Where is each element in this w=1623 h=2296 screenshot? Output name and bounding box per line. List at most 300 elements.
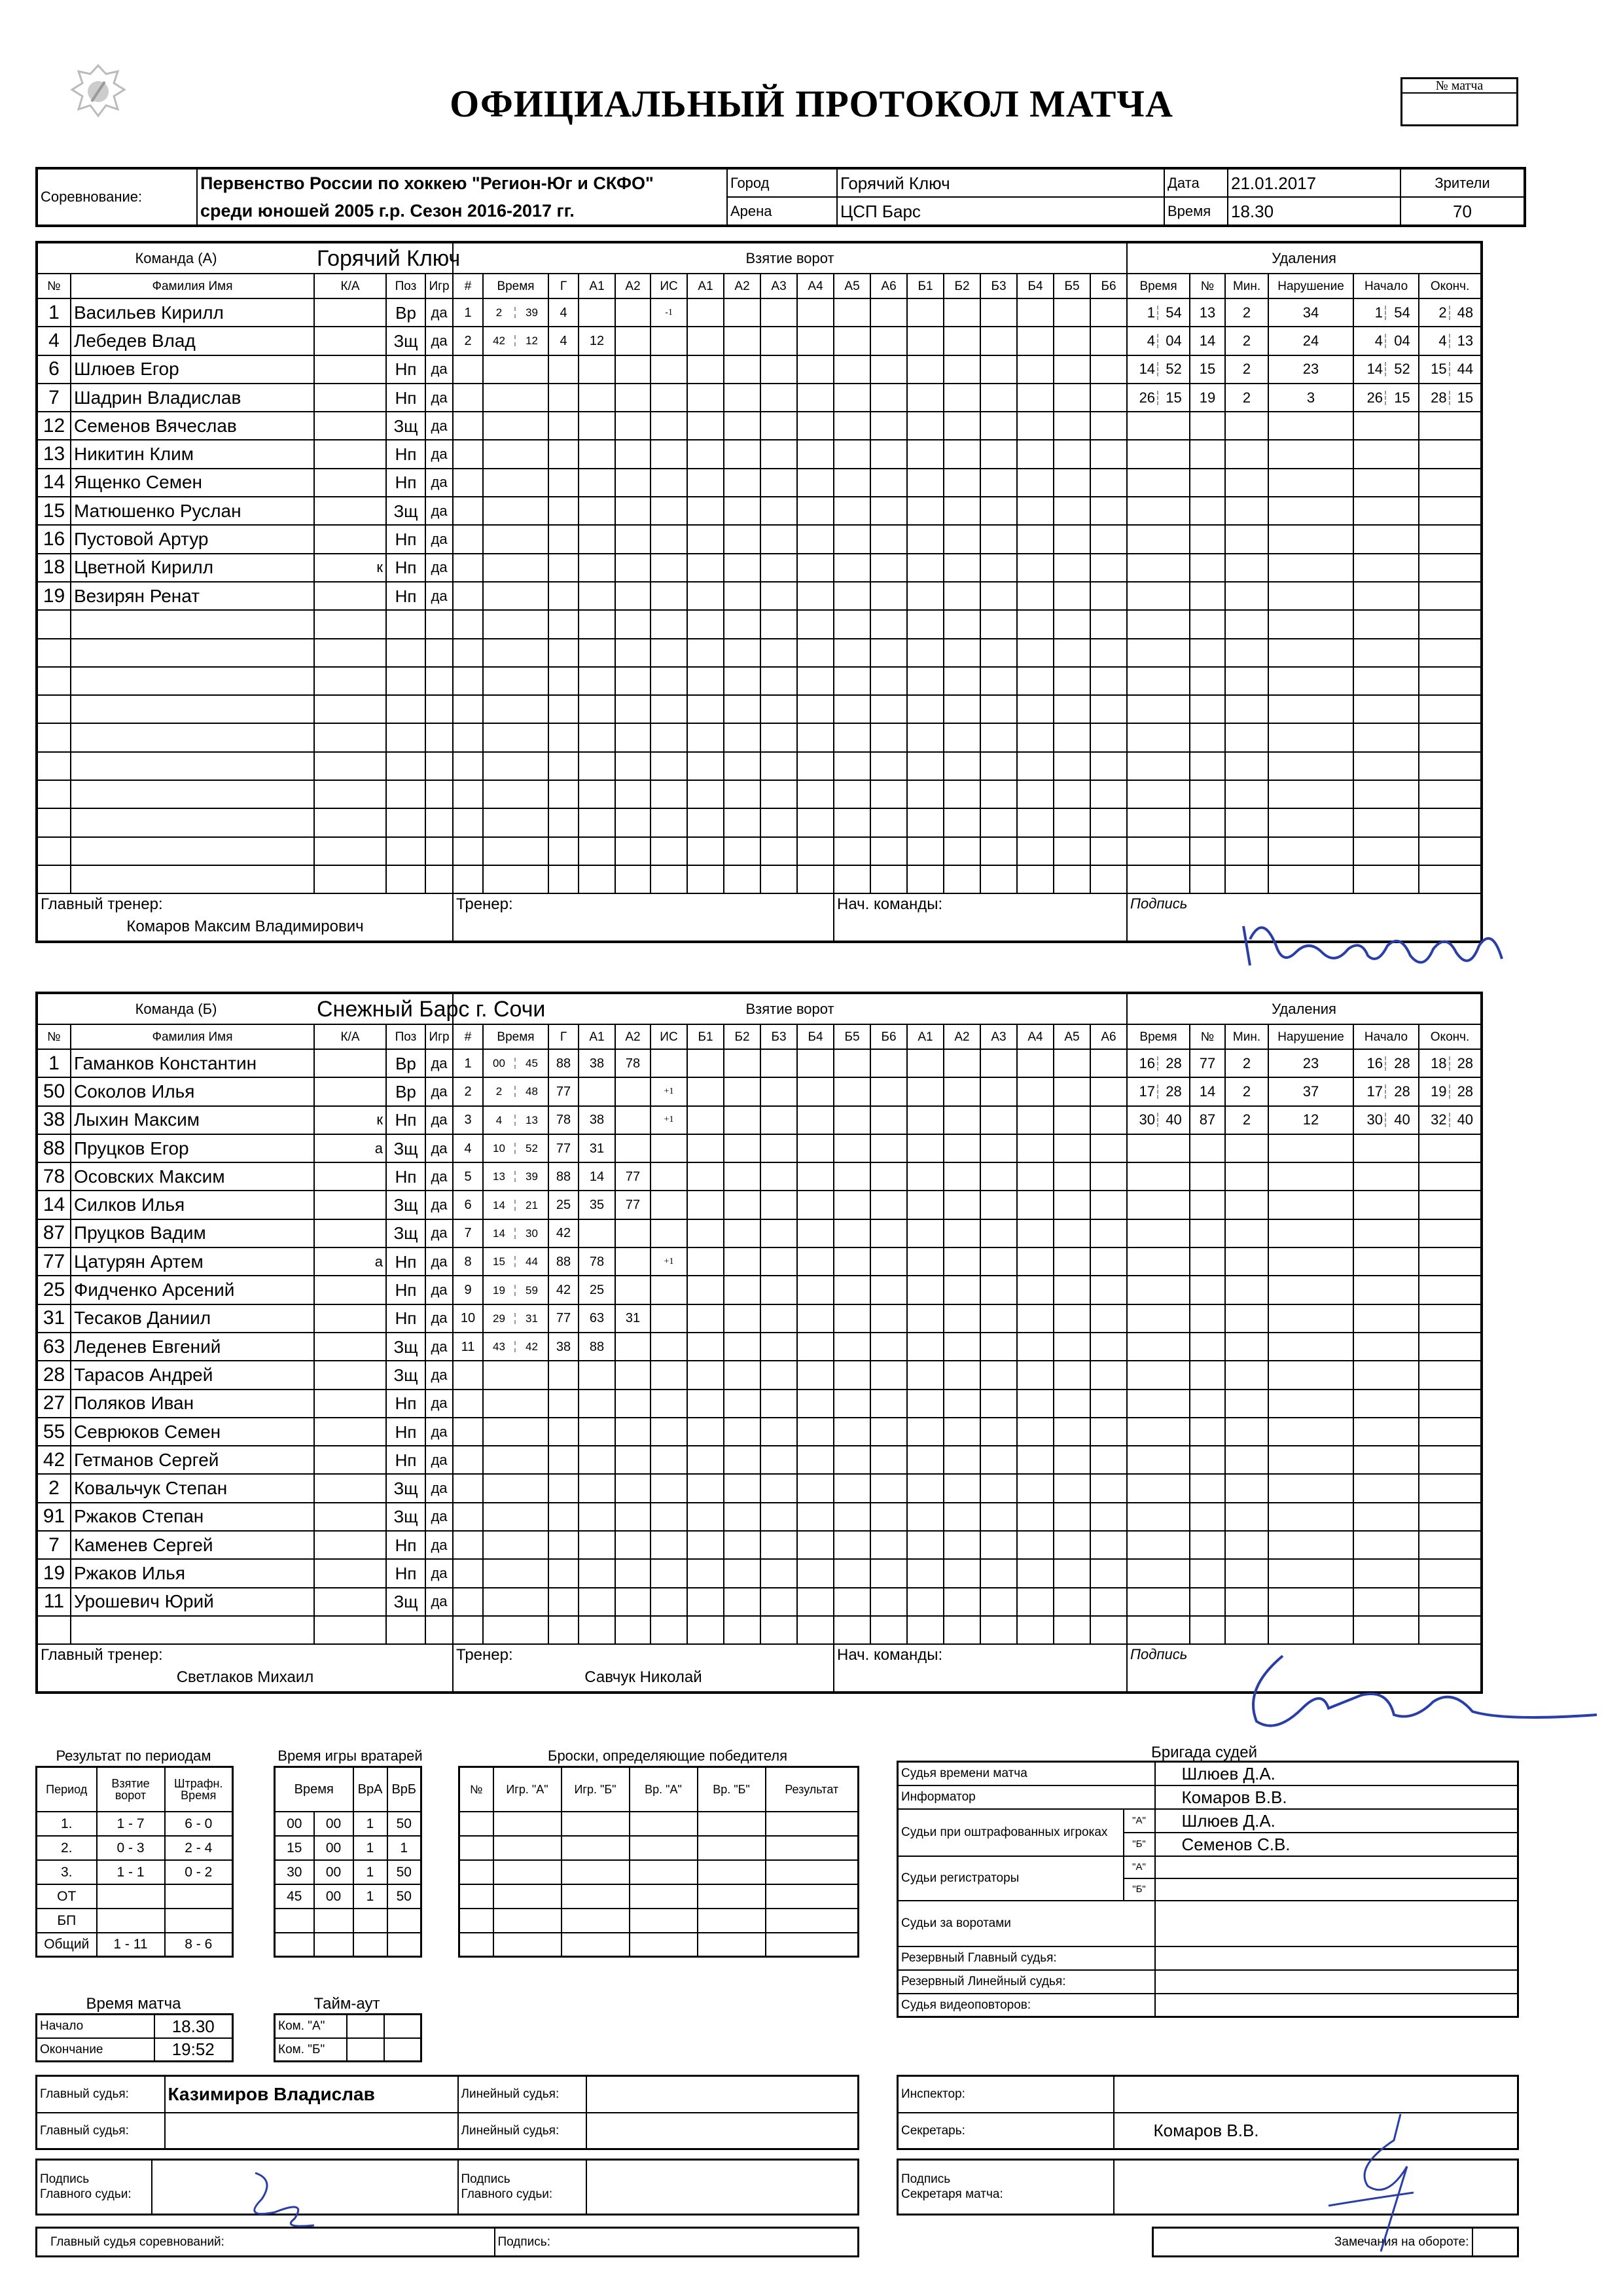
goal-time [483,752,548,780]
pen-start-sec: 40 [1394,1111,1410,1128]
on-ice-cell [944,1531,980,1559]
on-ice-cell [1017,1191,1054,1219]
penalties-header: Удаления [1127,242,1482,274]
pen-minutes: 2 [1225,384,1268,412]
period-goals: 0 - 3 [97,1836,165,1860]
pen-minutes [1225,554,1268,582]
on-ice-cell [944,1418,980,1446]
goal-assist2 [615,808,651,836]
player-play: да [425,1134,453,1162]
on-ice-cell [1017,1304,1054,1333]
player-pos: Зщ [386,1219,425,1247]
goal-sec: 52 [526,1142,538,1155]
goal-assist2 [615,384,651,412]
goal-sec: 39 [526,1170,538,1183]
player-number: 13 [37,440,71,468]
on-ice-cell [1017,1390,1054,1418]
goal-no [453,1474,483,1502]
goal-scorer [548,1361,579,1389]
player-ka [314,610,386,638]
pen-time [1127,1559,1190,1587]
on-ice-cell [797,1077,834,1105]
on-ice-cell [907,327,944,355]
goal-assist2 [615,1333,651,1361]
player-number [37,865,71,893]
pen-code [1268,412,1353,440]
goalie-min: 45 [275,1884,314,1909]
on-ice-cell [870,780,907,808]
on-ice-cell [980,469,1017,497]
shootout-col-header: Игр. "А" [493,1767,562,1812]
pen-start-min: 30 [1354,1113,1386,1127]
pen-code [1268,780,1353,808]
roster-col-header: № [37,274,71,298]
player-number: 63 [37,1333,71,1361]
on-ice-cell [1054,384,1090,412]
on-ice-cell [907,1106,944,1134]
pen-code [1268,1304,1353,1333]
pen-minutes: 2 [1225,327,1268,355]
goal-situation [651,469,687,497]
on-ice-cell [907,780,944,808]
pen-minutes [1225,1219,1268,1247]
pen-end-sec: 28 [1457,1083,1474,1100]
on-ice-cell [1054,1361,1090,1389]
player-play: да [425,1446,453,1474]
player-ka [314,1616,386,1644]
pen-code [1268,610,1353,638]
goal-time [483,327,548,355]
on-ice-cell [834,865,870,893]
table-row [37,355,1482,384]
player-name: Тесаков Даниил [71,1304,314,1333]
on-ice-cell [980,1390,1017,1418]
sig-main-label-2: Главного судьи: [40,2187,132,2201]
pen-start-min: 1 [1354,306,1386,320]
goal-time [483,1134,548,1162]
player-name [71,610,314,638]
goalie-sec: 00 [314,1812,353,1836]
chief-ref-label: Главный судья соревнований: [37,2228,495,2257]
pen-end-split [1419,362,1480,376]
coach-a-signature [1237,900,1518,985]
pen-end [1419,1361,1482,1389]
on-ice-cell [797,1588,834,1616]
shootout-cell [766,1836,859,1860]
shootout-cell [562,1933,630,1957]
pen-time [1127,610,1190,638]
on-ice-cell [1017,327,1054,355]
on-ice-cell [834,1361,870,1389]
on-ice-cell [980,1106,1017,1134]
on-ice-cell [907,1446,944,1474]
goalie-time-table [274,1766,422,1958]
on-ice-cell [834,1304,870,1333]
on-ice-cell [1054,610,1090,638]
linesman-label: Линейный судья: [458,2076,586,2113]
goal-min: 4 [484,1115,516,1126]
on-ice-cell [797,808,834,836]
goal-assist1 [579,667,615,695]
on-ice-cell [907,837,944,865]
goal-assist1 [579,582,615,610]
shootout-cell [766,1860,859,1884]
player-play [425,723,453,751]
on-ice-cell [1017,412,1054,440]
on-ice-cell [760,440,797,468]
table-row [37,1162,1482,1191]
pen-end [1419,1106,1482,1134]
table-row [37,1418,1482,1446]
on-ice-cell [1090,469,1127,497]
on-ice-cell [944,355,980,384]
player-pos: Зщ [386,412,425,440]
table-row [37,497,1482,525]
on-ice-cell [1090,412,1127,440]
goal-time [483,1616,548,1644]
penalties-header: Удаления [1127,993,1482,1024]
on-ice-cell [907,525,944,553]
on-ice-cell [760,1446,797,1474]
goal-situation: +1 [651,1247,687,1276]
pen-time [1127,639,1190,667]
on-ice-cell [907,1162,944,1191]
goal-time [483,610,548,638]
pen-start [1353,1446,1419,1474]
goalie-b: 50 [387,1812,421,1836]
period-goals: 1 - 7 [97,1812,165,1836]
on-ice-cell [797,610,834,638]
goal-assist1 [579,865,615,893]
goal-assist1 [579,525,615,553]
player-number [37,780,71,808]
on-ice-cell [760,723,797,751]
pen-code [1268,1247,1353,1276]
pen-end-split [1419,306,1480,320]
match-number-box [1400,77,1518,126]
player-number: 91 [37,1503,71,1531]
player-name: Пустовой Артур [71,525,314,553]
on-ice-cell [1054,1304,1090,1333]
city-label: Город [727,168,837,197]
pen-time [1127,1247,1190,1276]
on-ice-cell [1090,1191,1127,1219]
goal-sec: 48 [526,1085,538,1098]
on-ice-cell [870,1219,907,1247]
on-ice-cell [980,1361,1017,1389]
player-number: 31 [37,1304,71,1333]
goal-situation [651,1446,687,1474]
pen-start [1353,412,1419,440]
goal-assist2 [615,1276,651,1304]
pen-minutes [1225,695,1268,723]
table-row [275,1933,421,1957]
on-ice-cell [724,327,760,355]
pen-start [1353,865,1419,893]
on-ice-cell [797,1616,834,1644]
on-ice-cell [907,1559,944,1587]
player-name: Лыхин Максим [71,1106,314,1134]
pen-code [1268,1191,1353,1219]
player-name [71,808,314,836]
time-label: Время [1164,197,1228,226]
pen-time [1127,1390,1190,1418]
goal-assist1: 25 [579,1276,615,1304]
pen-player [1190,1276,1225,1304]
player-number: 55 [37,1418,71,1446]
pen-min: 14 [1128,362,1158,376]
on-ice-cell [760,525,797,553]
pen-end-min: 19 [1419,1085,1450,1099]
timekeeper-value: Шлюев Д.А. [1155,1762,1518,1785]
player-number [37,808,71,836]
goal-assist2 [615,1390,651,1418]
player-name: Гетманов Сергей [71,1446,314,1474]
player-pos: Нп [386,525,425,553]
on-ice-cell [1090,639,1127,667]
pen-start [1353,1077,1419,1105]
period-penalty [165,1884,233,1909]
on-ice-cell [687,1247,724,1276]
on-ice-cell [1017,1418,1054,1446]
on-ice-cell [870,355,907,384]
pen-end [1419,1077,1482,1105]
goal-col-header: А5 [1054,1024,1090,1049]
on-ice-cell [1017,1219,1054,1247]
player-pos: Нп [386,384,425,412]
goal-no [453,384,483,412]
goal-assist1 [579,837,615,865]
player-ka [314,497,386,525]
pen-end [1419,1049,1482,1077]
on-ice-cell [687,469,724,497]
pen-start-split [1354,1056,1418,1071]
pen-minutes [1225,1616,1268,1644]
goal-scorer [548,808,579,836]
penalty-judge-a: Шлюев Д.А. [1155,1809,1518,1833]
on-ice-cell [1090,525,1127,553]
pen-player: 14 [1190,1077,1225,1105]
pen-start [1353,695,1419,723]
goal-no: 1 [453,1049,483,1077]
on-ice-cell [1017,752,1054,780]
player-name: Цатурян Артем [71,1247,314,1276]
goal-col-header: А2 [615,1024,651,1049]
pen-time-split [1128,362,1189,376]
on-ice-cell [797,1446,834,1474]
goal-scorer [548,780,579,808]
goal-time [483,723,548,751]
on-ice-cell [687,780,724,808]
roster-col-header: К/А [314,274,386,298]
pen-sec: 28 [1166,1083,1182,1100]
goal-col-header: А6 [870,274,907,298]
on-ice-cell [1054,1418,1090,1446]
player-play [425,752,453,780]
on-ice-cell [1090,1559,1127,1587]
player-ka [314,1531,386,1559]
on-ice-cell [724,1134,760,1162]
on-ice-cell [760,355,797,384]
roster-col-header: Поз [386,1024,425,1049]
goal-scorer [548,1390,579,1418]
coach-label: Тренер: [456,1646,513,1664]
on-ice-cell [944,469,980,497]
pen-end [1419,525,1482,553]
goal-scorer: 42 [548,1276,579,1304]
goal-assist1: 35 [579,1191,615,1219]
on-ice-cell [724,1333,760,1361]
pen-time [1127,1219,1190,1247]
shootout-cell [698,1812,766,1836]
on-ice-cell [797,440,834,468]
table-row [459,1933,859,1957]
table-row [37,780,1482,808]
pen-start [1353,327,1419,355]
pen-min: 30 [1128,1113,1158,1127]
player-name: Силков Илья [71,1191,314,1219]
player-pos: Нп [386,582,425,610]
player-ka [314,1418,386,1446]
on-ice-cell [944,1049,980,1077]
table-row [37,298,1482,327]
on-ice-cell [760,1531,797,1559]
on-ice-cell [834,554,870,582]
goal-no: 4 [453,1134,483,1162]
on-ice-cell [870,582,907,610]
on-ice-cell [797,1474,834,1502]
player-ka [314,525,386,553]
goal-assist1 [579,723,615,751]
on-ice-cell [907,1219,944,1247]
period-penalty: 8 - 6 [165,1933,233,1957]
on-ice-cell [834,1134,870,1162]
goal-assist1 [579,469,615,497]
on-ice-cell [724,1503,760,1531]
period-goals [97,1909,165,1933]
player-number [37,1616,71,1644]
on-ice-cell [980,808,1017,836]
on-ice-cell [797,582,834,610]
pen-minutes [1225,1588,1268,1616]
on-ice-cell [907,610,944,638]
pen-code [1268,1418,1353,1446]
player-play: да [425,440,453,468]
head-coach-label: Главный тренер: [41,895,163,914]
goal-time [483,384,548,412]
pen-end [1419,384,1482,412]
pen-time [1127,554,1190,582]
on-ice-cell [724,780,760,808]
player-name: Осовских Максим [71,1162,314,1191]
on-ice-cell [1017,440,1054,468]
goal-no: 5 [453,1162,483,1191]
table-row [37,752,1482,780]
spectators-value: 70 [1400,197,1525,226]
sig-sec-label-1: Подпись [901,2172,951,2186]
goals-header: Взятие ворот [453,993,1127,1024]
video-judge-label: Судья видеоповторов: [898,1994,1155,2017]
period-label: Общий [37,1933,97,1957]
on-ice-cell [797,1531,834,1559]
secretary-signature [1315,2108,1427,2258]
pen-time [1127,837,1190,865]
shootout-cell [698,1933,766,1957]
goal-time [483,1446,548,1474]
goalie-a [353,1909,387,1933]
pen-minutes: 2 [1225,355,1268,384]
player-pos [386,639,425,667]
goal-scorer [548,752,579,780]
goal-time [483,1474,548,1502]
goal-scorer [548,695,579,723]
on-ice-cell [1054,667,1090,695]
pen-end-min: 32 [1419,1113,1450,1127]
pen-end [1419,639,1482,667]
goal-sec: 42 [526,1340,538,1354]
player-play: да [425,469,453,497]
goal-assist2 [615,469,651,497]
on-ice-cell [687,1361,724,1389]
pen-player [1190,639,1225,667]
on-ice-cell [797,412,834,440]
player-number: 27 [37,1390,71,1418]
goal-assist2 [615,298,651,327]
pen-minutes [1225,1247,1268,1276]
table-row [37,384,1482,412]
player-number [37,610,71,638]
goal-situation [651,1333,687,1361]
table-row [37,1446,1482,1474]
player-pos: Вр [386,298,425,327]
goal-min: 29 [484,1313,516,1324]
goalie-col-time: Время [275,1767,353,1812]
on-ice-cell [687,808,724,836]
on-ice-cell [944,723,980,751]
goal-col-header: Б4 [1017,274,1054,298]
remarks-label: Замечания на обороте: [1153,2228,1472,2257]
pen-minutes [1225,1559,1268,1587]
player-ka [314,355,386,384]
on-ice-cell [687,1219,724,1247]
pen-col-header: Мин. [1225,1024,1268,1049]
player-play: да [425,327,453,355]
on-ice-cell [760,1049,797,1077]
on-ice-cell [907,1390,944,1418]
player-pos [386,695,425,723]
results-table [35,1766,234,1958]
player-play: да [425,384,453,412]
pen-start [1353,639,1419,667]
on-ice-cell [1017,497,1054,525]
player-play: да [425,1162,453,1191]
on-ice-cell [687,554,724,582]
player-pos [386,723,425,751]
pen-minutes: 2 [1225,298,1268,327]
on-ice-cell [1090,1588,1127,1616]
goalie-min [275,1933,314,1957]
on-ice-cell [1017,1531,1054,1559]
player-number: 1 [37,298,71,327]
pen-start [1353,1049,1419,1077]
on-ice-cell [1054,412,1090,440]
shootout-cell [493,1933,562,1957]
pen-time [1127,1531,1190,1559]
shootout-cell [493,1812,562,1836]
on-ice-cell [944,695,980,723]
on-ice-cell [834,384,870,412]
goal-col-header: А1 [907,1024,944,1049]
